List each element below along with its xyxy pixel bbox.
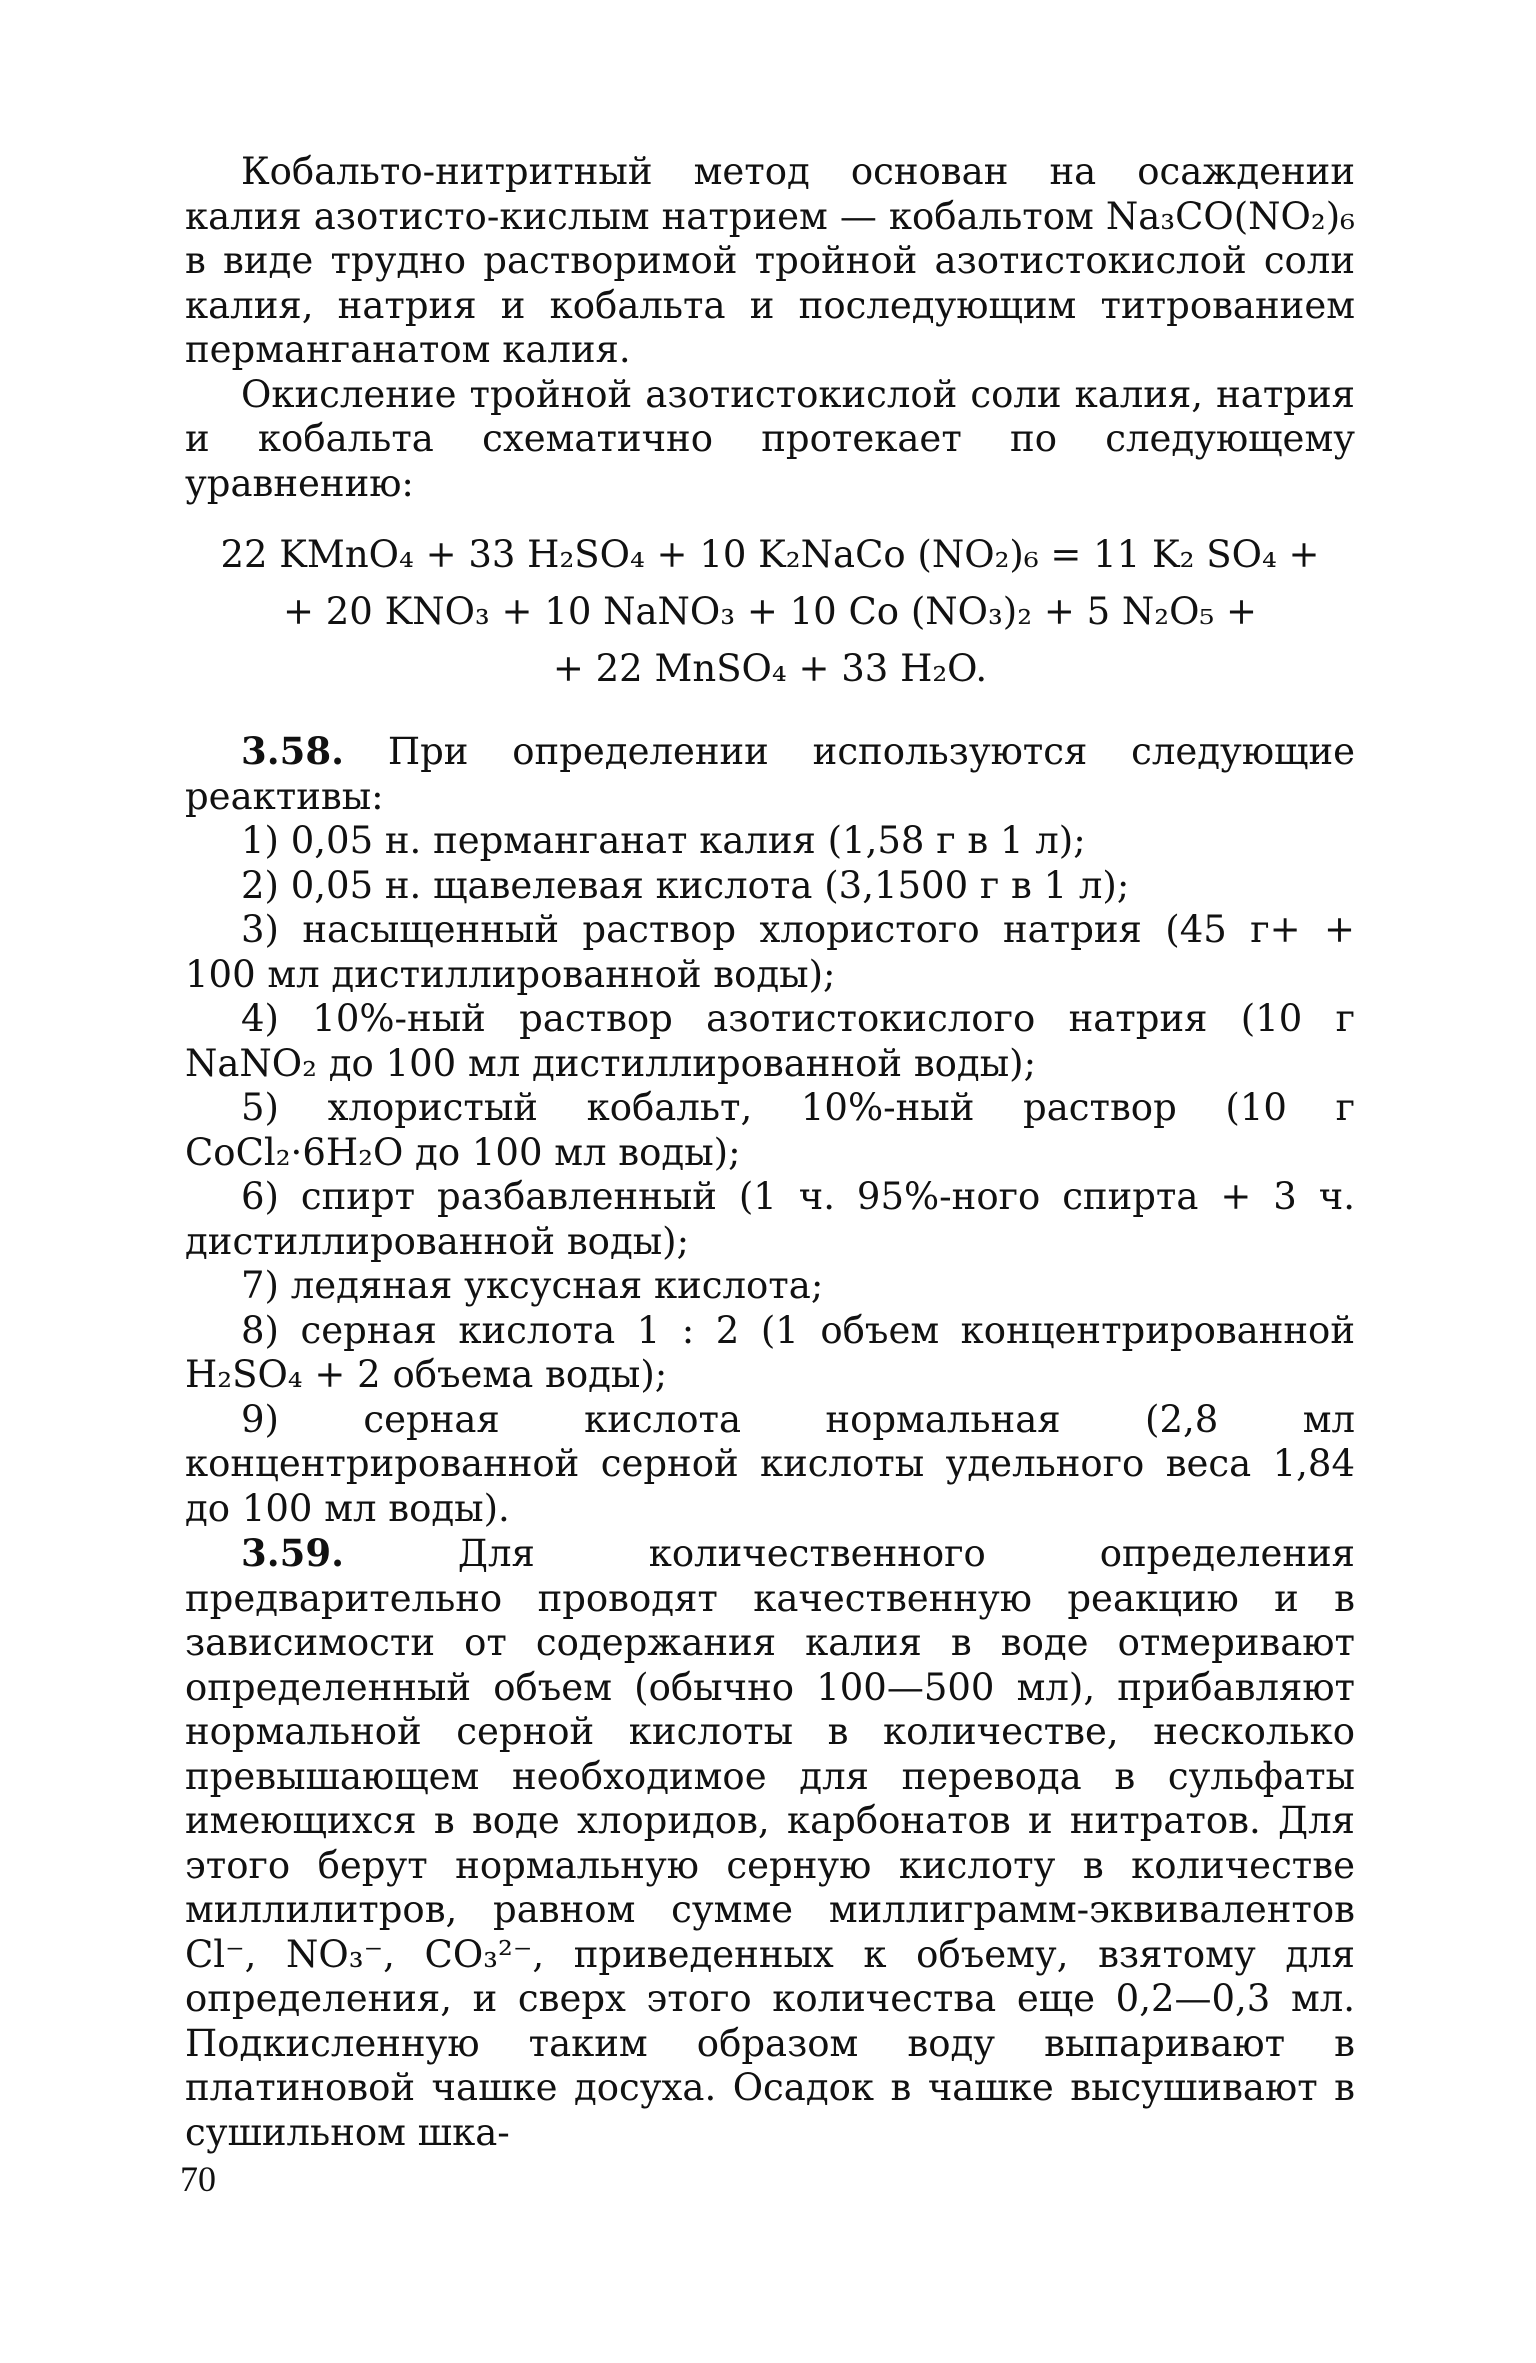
reagent-item: 3) насыщенный раствор хлористого натрия (45 г+ + 100 мл дистиллированной воды);	[185, 908, 1355, 996]
page-body	[185, 150, 1355, 2155]
section-3-58-intro	[185, 729, 1355, 819]
reagent-item: 4) 10%-ный раствор азотистокислого натрия (10 г NaNO₂ до 100 мл дистиллированной воды);	[185, 997, 1355, 1085]
chemical-equation	[185, 526, 1355, 697]
section-text: Для количественного определения предварительно проводят качественную реакцию и в зависимости от содержания калия в воде отмеривают определенный объем (обычно 100—500 мл), прибавляют нормальной серной кислоты в количестве, несколько превышающем необходимое для перевода в сульфаты имеющихся в воде хлоридов, карбонатов и нитратов. Для этого берут нормальную серную кислоту в количестве миллилитров, равном сумме миллиграмм-эквивалентов Cl⁻, NO₃⁻, CO₃²⁻, приведенных к объему, взятому для определения, и сверх этого количества еще 0,2—0,3 мл. Подкисленную таким образом воду выпаривают в платиновой чашке досуха. Осадок в чашке высушивают в сушильном шка-	[185, 1532, 1355, 2154]
reagent-item: 7) ледяная уксусная кислота;	[241, 1264, 824, 1307]
section-3-59	[185, 1531, 1355, 2155]
equation-line: + 20 KNO₃ + 10 NaNO₃ + 10 Co (NO₃)₂ + 5 N₂O₅ +	[282, 590, 1258, 633]
equation-line: + 22 MnSO₄ + 33 H₂O.	[552, 647, 988, 690]
reagent-item: 2) 0,05 н. щавелевая кислота (3,1500 г в 1 л);	[241, 863, 1130, 907]
reagent-item: 6) спирт разбавленный (1 ч. 95%-ного спирта + 3 ч. дистиллированной воды);	[185, 1175, 1355, 1263]
equation-line: 22 KMnO₄ + 33 H₂SO₄ + 10 K₂NaCo (NO₂)₆ = 11 K₂ SO₄ +	[220, 533, 1320, 576]
paragraph-cobalt-nitrite-method: Кобальто-нитритный метод основан на осаждении калия азотисто-кислым натрием — кобальтом Na₃CO(NO₂)₆ в виде трудно растворимой тройной азотистокислой соли калия, натрия и кобальта и последующим титрованием перманганатом калия.	[185, 150, 1355, 371]
page-number: 70	[180, 2159, 216, 2199]
section-number: 3.59.	[241, 1531, 344, 1575]
reagent-item: 8) серная кислота 1 : 2 (1 объем концентрированной H₂SO₄ + 2 объема воды);	[185, 1308, 1355, 1396]
section-number: 3.58.	[241, 729, 344, 773]
reagent-item: 5) хлористый кобальт, 10%-ный раствор (10 г CoCl₂·6H₂O до 100 мл воды);	[185, 1086, 1355, 1174]
reagent-item: 1) 0,05 н. перманганат калия (1,58 г в 1 л);	[241, 819, 1086, 862]
paragraph-oxidation: Окисление тройной азотистокислой соли калия, натрия и кобальта схематично протекает по следующему уравнению:	[185, 372, 1355, 505]
section-intro-text: При определении используются следующие реактивы:	[185, 730, 1355, 818]
reagent-item: 9) серная кислота нормальная (2,8 мл концентрированной серной кислоты удельного веса 1,84 до 100 мл воды).	[185, 1397, 1355, 1530]
